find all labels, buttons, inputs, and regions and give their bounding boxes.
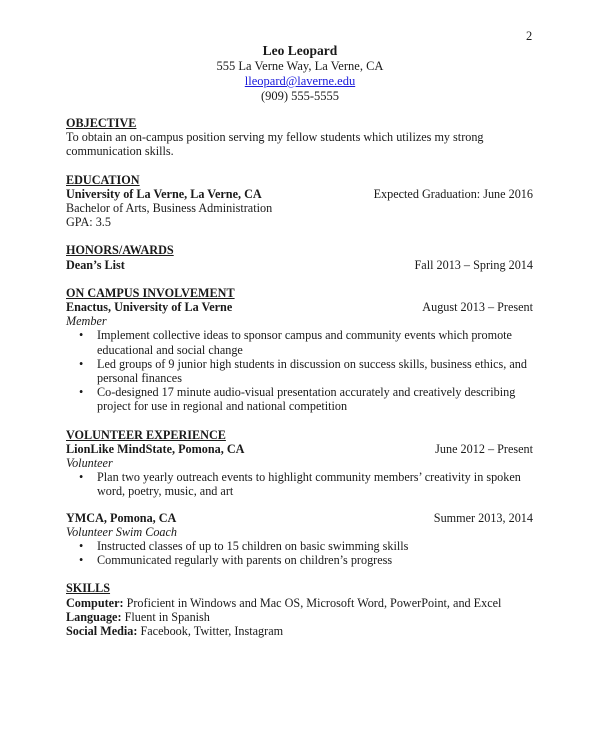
skill-language: Language: Fluent in Spanish bbox=[66, 609, 210, 624]
applicant-address: 555 La Verne Way, La Verne, CA bbox=[216, 59, 384, 73]
education-graduation: Expected Graduation: June 2016 bbox=[373, 186, 533, 201]
list-item: • Instructed classes of up to 15 children on basic swimming skills bbox=[79, 539, 409, 554]
bullet-icon: • bbox=[79, 356, 84, 371]
education-gpa: GPA: 3.5 bbox=[66, 215, 111, 230]
campus-dates: August 2013 – Present bbox=[422, 300, 533, 315]
list-item: • Plan two yearly outreach events to highlight community members’ creativity in spoken word, poetry, music, and art bbox=[79, 470, 521, 499]
volunteer-dates: Summer 2013, 2014 bbox=[433, 510, 533, 525]
volunteer-org: YMCA, Pomona, CA bbox=[66, 510, 177, 525]
skills-heading: SKILLS bbox=[66, 581, 111, 596]
campus-heading: ON CAMPUS INVOLVEMENT bbox=[66, 285, 235, 300]
campus-section bbox=[66, 286, 533, 414]
skill-computer: Computer: Proficient in Windows and Mac OS, Microsoft Word, PowerPoint, and Excel bbox=[66, 595, 502, 610]
volunteer-dates: June 2012 – Present bbox=[435, 441, 533, 456]
bullet-icon: • bbox=[79, 470, 84, 485]
skills-section bbox=[66, 581, 533, 638]
education-school: University of La Verne, La Verne, CA bbox=[66, 186, 262, 201]
honors-heading: HONORS/AWARDS bbox=[66, 243, 174, 258]
objective-heading: OBJECTIVE bbox=[66, 116, 137, 130]
campus-role: Member bbox=[66, 314, 107, 329]
volunteer-bullets bbox=[66, 539, 533, 567]
page-number: 2 bbox=[526, 29, 533, 43]
applicant-name: Leo Leopard bbox=[262, 43, 338, 58]
honors-dates: Fall 2013 – Spring 2014 bbox=[414, 257, 533, 272]
resume-header bbox=[0, 43, 600, 104]
education-degree: Bachelor of Arts, Business Administration bbox=[66, 201, 273, 216]
volunteer-entry bbox=[66, 511, 533, 568]
education-heading: EDUCATION bbox=[66, 172, 140, 187]
applicant-phone: (909) 555-5555 bbox=[260, 89, 340, 103]
skill-social-media: Social Media: Facebook, Twitter, Instagram bbox=[66, 624, 284, 639]
volunteer-heading: VOLUNTEER EXPERIENCE bbox=[66, 427, 226, 442]
campus-org: Enactus, University of La Verne bbox=[66, 300, 233, 315]
objective-text: To obtain an on-campus position serving my fellow students which utilizes my strong communication skills. bbox=[66, 130, 484, 159]
bullet-icon: • bbox=[79, 328, 84, 343]
honors-section bbox=[66, 243, 533, 271]
bullet-icon: • bbox=[79, 539, 84, 554]
volunteer-section bbox=[66, 428, 533, 568]
volunteer-role: Volunteer bbox=[66, 456, 113, 471]
honors-award: Dean’s List bbox=[66, 257, 125, 272]
volunteer-role: Volunteer Swim Coach bbox=[66, 524, 178, 539]
objective-section bbox=[66, 116, 533, 159]
applicant-email-link[interactable]: lleopard@laverne.edu bbox=[244, 74, 356, 88]
list-item: • Communicated regularly with parents on children’s progress bbox=[79, 553, 393, 568]
resume-body bbox=[66, 116, 533, 652]
bullet-icon: • bbox=[79, 385, 84, 400]
volunteer-org: LionLike MindState, Pomona, CA bbox=[66, 441, 245, 456]
volunteer-bullets bbox=[66, 470, 533, 498]
list-item: • Led groups of 9 junior high students in discussion on success skills, business ethics, and personal finances bbox=[79, 356, 527, 386]
campus-bullets bbox=[66, 328, 533, 413]
list-item: • Co-designed 17 minute audio-visual presentation accurately and creatively describing project for use in regional and national competition bbox=[79, 385, 516, 414]
bullet-icon: • bbox=[79, 553, 84, 568]
education-section bbox=[66, 173, 533, 230]
volunteer-entry bbox=[66, 442, 533, 499]
list-item: • Implement collective ideas to sponsor campus and community events which promote educational and social change bbox=[79, 328, 512, 357]
